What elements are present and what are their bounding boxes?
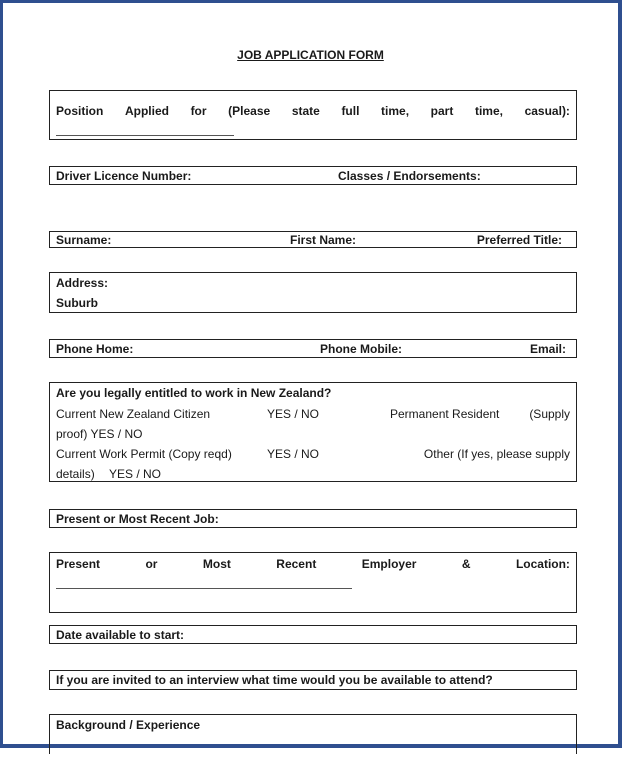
employer-box: [49, 552, 577, 613]
phone-mobile-label: Phone Mobile:: [320, 342, 402, 356]
recent-job-box: [49, 509, 577, 528]
email-label: Email:: [529, 342, 566, 356]
recent-job-label: Present or Most Recent Job:: [56, 512, 219, 526]
resident-supply-text: (Supply: [529, 407, 570, 421]
details-label: details): [56, 467, 95, 481]
names-box: [49, 231, 577, 248]
suburb-label: Suburb: [56, 296, 98, 310]
permit-label: Current Work Permit (Copy reqd): [56, 447, 232, 461]
employer-word: Recent: [276, 557, 317, 571]
licence-number-label: Driver Licence Number:: [56, 169, 192, 183]
permit-yes-no[interactable]: YES / NO: [267, 447, 320, 461]
licence-box: [49, 166, 577, 185]
address-label: Address:: [56, 276, 109, 290]
employer-label: [56, 557, 570, 571]
position-word: time,: [474, 104, 503, 118]
position-box: [49, 90, 577, 140]
resident-label: Permanent Resident: [390, 407, 500, 421]
employer-word: Location:: [515, 557, 570, 571]
phone-box: [49, 339, 577, 358]
date-available-label: Date available to start:: [56, 628, 185, 642]
employer-word: Most: [202, 557, 231, 571]
background-box: [49, 714, 577, 754]
employer-word: Employer: [361, 557, 417, 571]
first-name-label: First Name:: [290, 233, 357, 247]
interview-label: If you are invited to an interview what time would you be available to attend?: [56, 673, 493, 687]
work-rights-box: [49, 382, 577, 482]
background-label: Background / Experience: [56, 718, 201, 732]
position-label: [56, 104, 570, 118]
employer-word: or: [145, 557, 158, 571]
surname-label: Surname:: [56, 233, 112, 247]
position-word: for: [190, 104, 207, 118]
position-word: Position: [56, 104, 104, 118]
date-available-box: [49, 625, 577, 644]
address-box: [49, 272, 577, 313]
position-word: (Please: [228, 104, 271, 118]
position-word: part: [430, 104, 454, 118]
position-word: Applied: [124, 104, 169, 118]
position-word: time,: [381, 104, 410, 118]
employer-word: Present: [56, 557, 101, 571]
phone-home-label: Phone Home:: [56, 342, 134, 356]
position-word: state: [291, 104, 320, 118]
citizen-yes-no[interactable]: YES / NO: [267, 407, 320, 421]
position-blank-line[interactable]: [56, 135, 234, 136]
preferred-title-label: Preferred Title:: [476, 233, 562, 247]
details-yes-no[interactable]: YES / NO: [109, 467, 162, 481]
citizen-label: Current New Zealand Citizen: [56, 407, 211, 421]
interview-box: [49, 670, 577, 690]
position-word: full: [341, 104, 360, 118]
other-label: Other (If yes, please supply: [423, 447, 570, 461]
employer-blank-line[interactable]: [56, 588, 352, 589]
work-rights-question: Are you legally entitled to work in New Zealand?: [56, 386, 332, 400]
classes-label: Classes / Endorsements:: [338, 169, 481, 183]
proof-yes-no[interactable]: proof) YES / NO: [56, 427, 143, 441]
position-word: casual):: [524, 104, 570, 118]
employer-word: &: [461, 557, 471, 571]
form-title: JOB APPLICATION FORM: [237, 48, 384, 62]
